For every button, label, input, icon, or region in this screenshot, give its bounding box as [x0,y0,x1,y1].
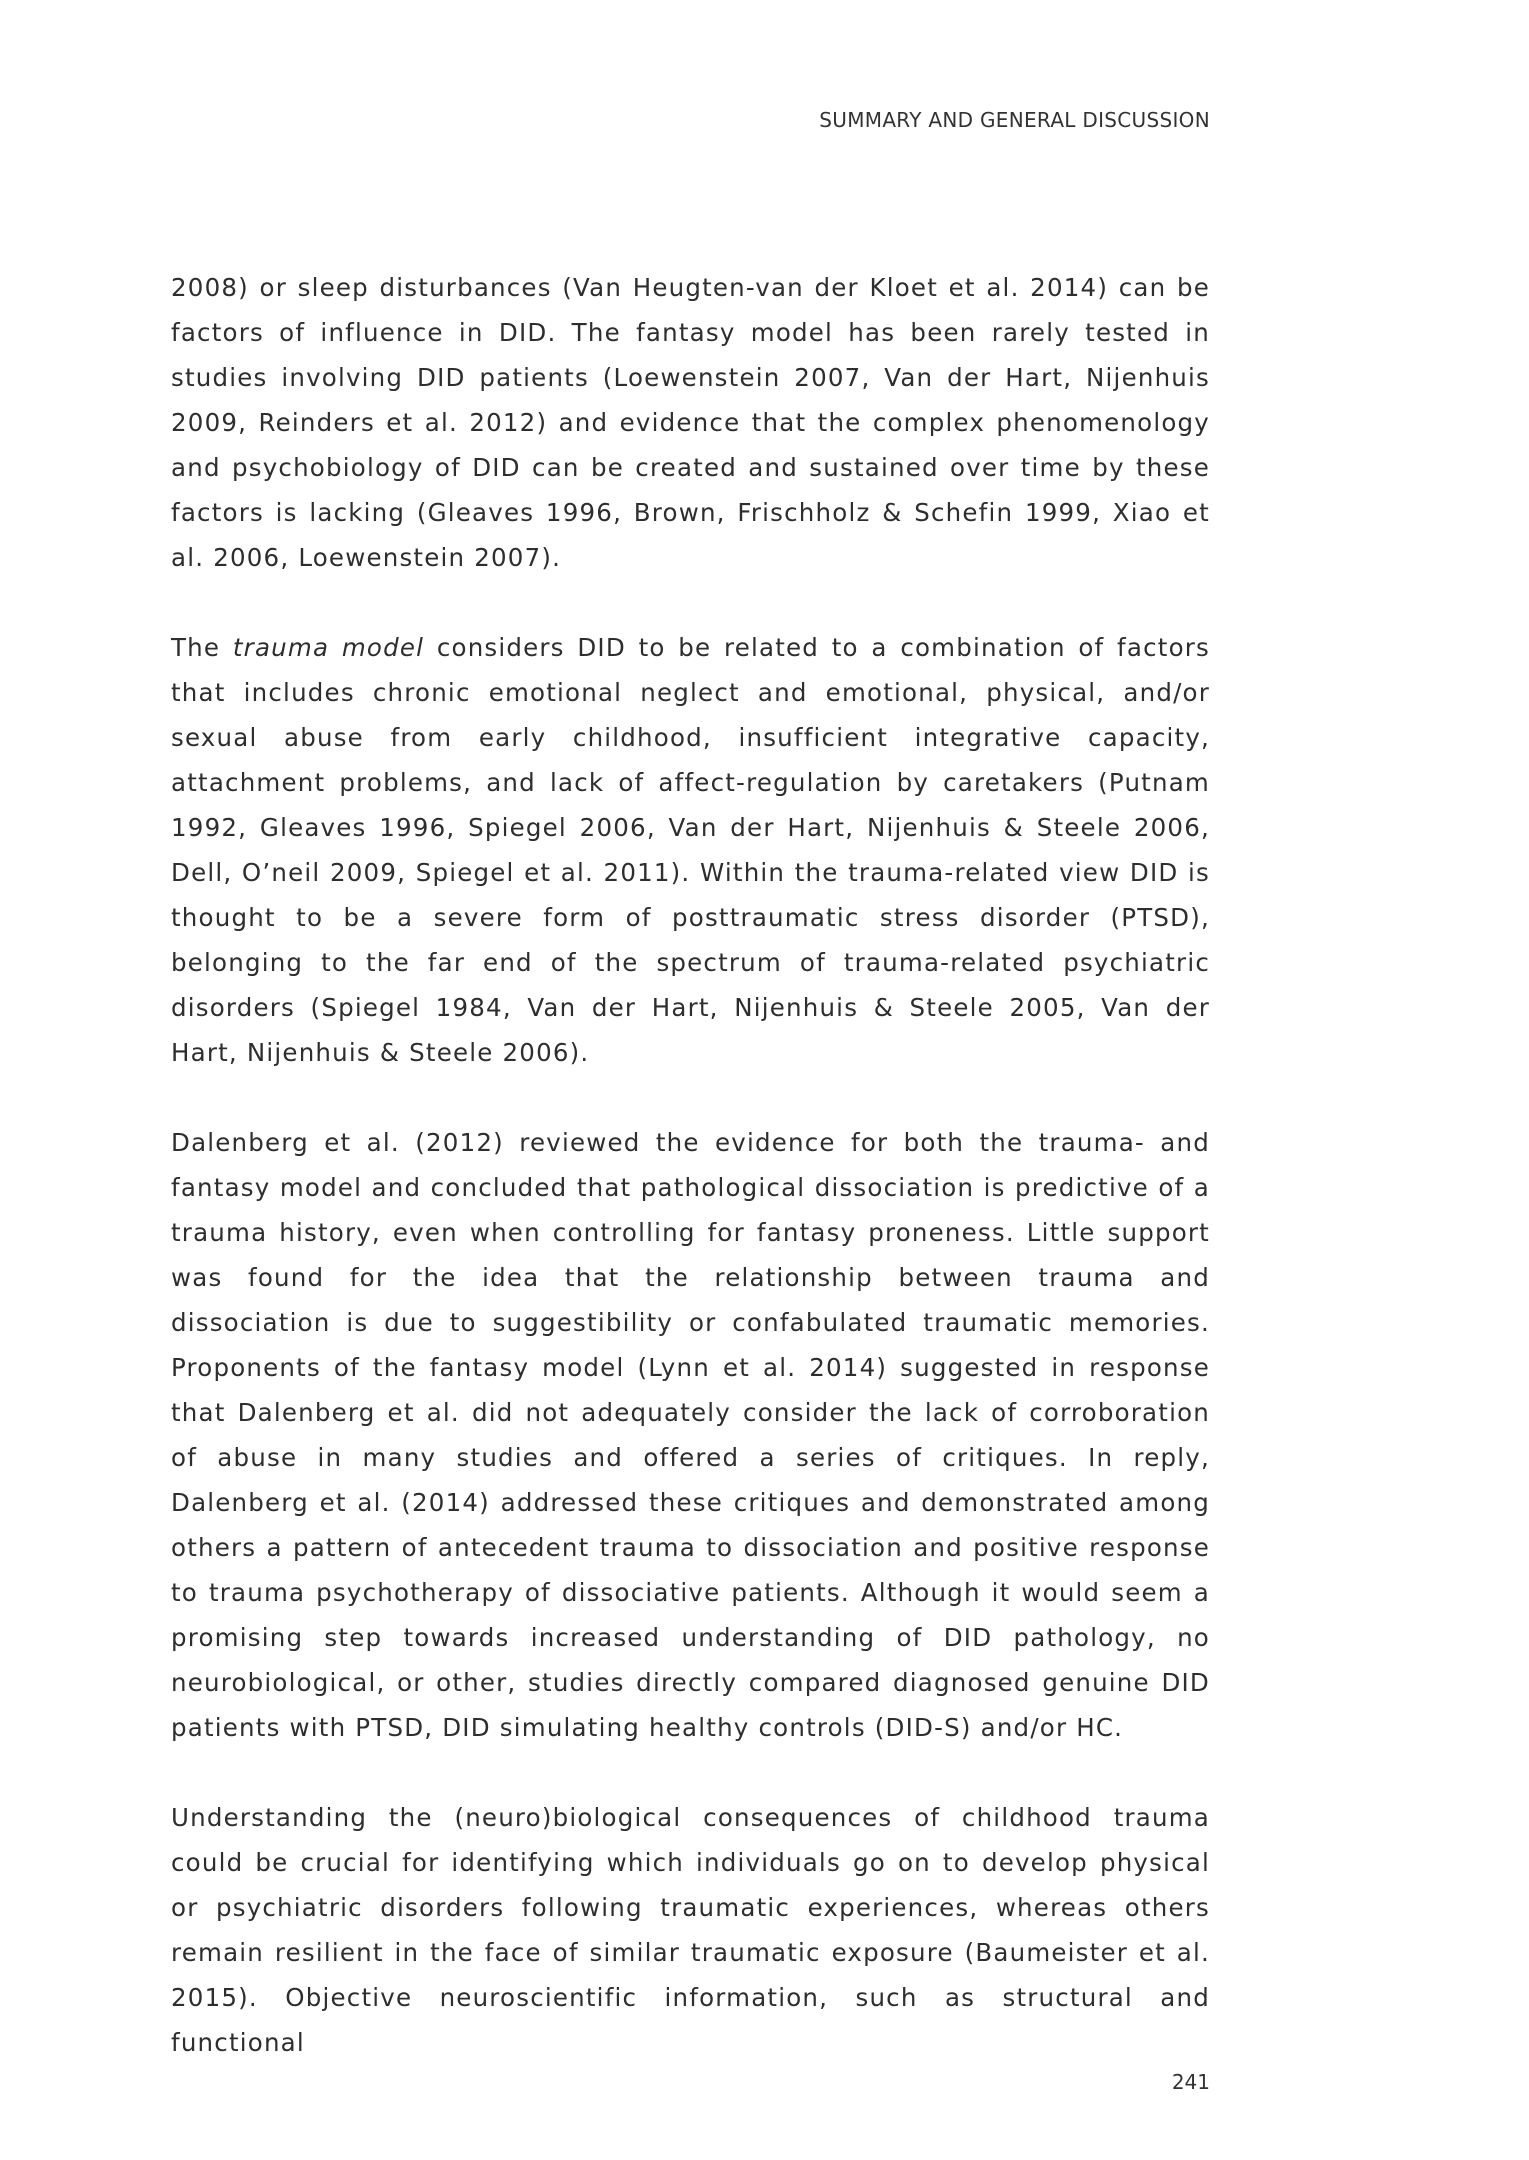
paragraph-body-text: considers DID to be related to a combination of factors that includes chronic emotional neglect and emotional, physical, and/or sexual abuse from early childhood, insufficient integrative capacity, attachment problems, and lack of affect-regulation by caretakers (Putnam 1992, Gleaves 1996, Spiegel 2006, Van der Hart, Nijenhuis & Steele 2006, Dell, O’neil 2009, Spiegel et al. 2011). Within the trauma-related view DID is thought to be a severe form of posttraumatic stress disorder (PTSD), belonging to the far end of the spectrum of trauma-related psychiatric disorders (Spiegel 1984, Van der Hart, Nijenhuis & Steele 2005, Van der Hart, Nijenhuis & Steele 2006). [171,633,1211,1067]
paragraph-lead-text: The [171,633,233,662]
page-number: 241 [1171,2070,1210,2094]
paragraph-dalenberg-review: Dalenberg et al. (2012) reviewed the evidence for both the trauma- and fantasy model and concluded that pathological dissociation is predictive of a trauma history, even when controlling for fantasy proneness. Little support was found for the idea that the relationship between trauma and dissociation is due to suggestibility or confabulated traumatic memories. Proponents of the fantasy model (Lynn et al. 2014) suggested in response that Dalenberg et al. did not adequately consider the lack of corroboration of abuse in many studies and offered a series of critiques. In reply, Dalenberg et al. (2014) addressed these critiques and demonstrated among others a pattern of antecedent trauma to dissociation and positive response to trauma psychotherapy of dissociative patients. Although it would seem a promising step towards increased understanding of DID pathology, no neurobiological, or other, studies directly compared diagnosed genuine DID patients with PTSD, DID simulating healthy controls (DID-S) and/or HC. [171,1128,1210,1742]
paragraph-trauma-model [171,625,1210,1075]
paragraph-neurobiological-consequences: Understanding the (neuro)biological consequences of childhood trauma could be crucial for identifying which individuals go on to develop physical or psychiatric disorders following traumatic experiences, whereas others remain resilient in the face of similar traumatic exposure (Baumeister et al. 2015). Objective neuroscientific information, such as structural and functional [171,1803,1210,2057]
running-header: SUMMARY AND GENERAL DISCUSSION [819,108,1210,132]
term-trauma-model: trauma model [232,633,425,662]
body-text [171,265,1210,2065]
paragraph-fantasy-model-evidence: 2008) or sleep disturbances (Van Heugten-van der Kloet et al. 2014) can be factors of influence in DID. The fantasy model has been rarely tested in studies involving DID patients (Loewenstein 2007, Van der Hart, Nijenhuis 2009, Reinders et al. 2012) and evidence that the complex phenomenology and psychobiology of DID can be created and sustained over time by these factors is lacking (Gleaves 1996, Brown, Frischholz & Schefin 1999, Xiao et al. 2006, Loewenstein 2007). [171,273,1210,572]
